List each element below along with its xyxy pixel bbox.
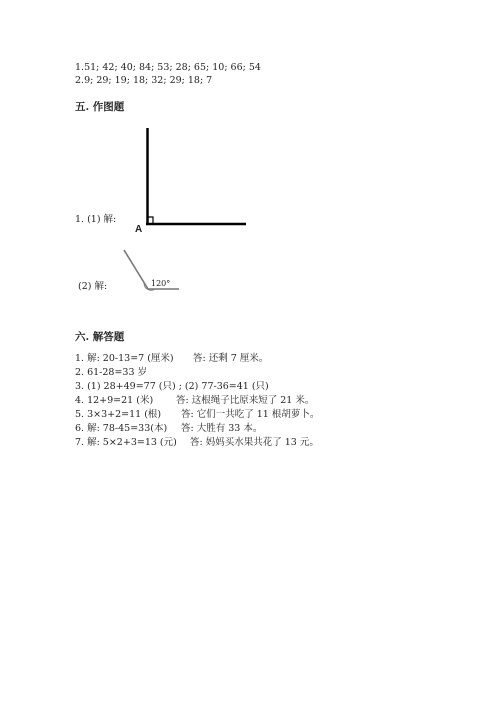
solution-6-answer: 答: 大胜有 33 本。: [181, 423, 263, 434]
q2-label: (2) 解:: [78, 281, 108, 292]
solution-4-answer: 答: 这根绳子比原来短了 21 米。: [176, 395, 315, 406]
solution-1-calc: 1. 解: 20-13=7 (厘米): [75, 353, 174, 364]
solution-4-calc: 4. 12+9=21 (米): [75, 395, 154, 406]
answer-line-1: 1.51; 42; 40; 84; 53; 28; 65; 10; 66; 54: [75, 62, 261, 73]
section-5-title: 五. 作图题: [75, 101, 125, 113]
solution-1-answer: 答: 还剩 7 厘米。: [193, 353, 269, 364]
solution-3-calc: 3. (1) 28+49=77 (只) ; (2) 77-36=41 (只): [75, 381, 269, 392]
section-6-title: 六. 解答题: [75, 331, 125, 343]
q1-label: 1. (1) 解:: [75, 214, 117, 225]
solution-6-calc: 6. 解: 78-45=33(本): [75, 423, 168, 434]
solution-5-calc: 5. 3×3+2=11 (根): [75, 409, 162, 420]
answer-line-2: 2.9; 29; 19; 18; 32; 29; 18; 7: [75, 75, 213, 86]
angle-ray-slanted: [124, 250, 148, 289]
point-a-label: A: [135, 224, 143, 235]
solution-2-calc: 2. 61-28=33 岁: [75, 367, 148, 378]
right-angle-mark: [148, 217, 154, 224]
solution-5-answer: 答: 它们一共吃了 11 根胡萝卜。: [181, 409, 320, 420]
solution-7-calc: 7. 解: 5×2+3=13 (元): [75, 437, 177, 448]
solution-7-answer: 答: 妈妈买水果共花了 13 元。: [190, 437, 319, 448]
angle-label: 120°: [151, 279, 171, 288]
